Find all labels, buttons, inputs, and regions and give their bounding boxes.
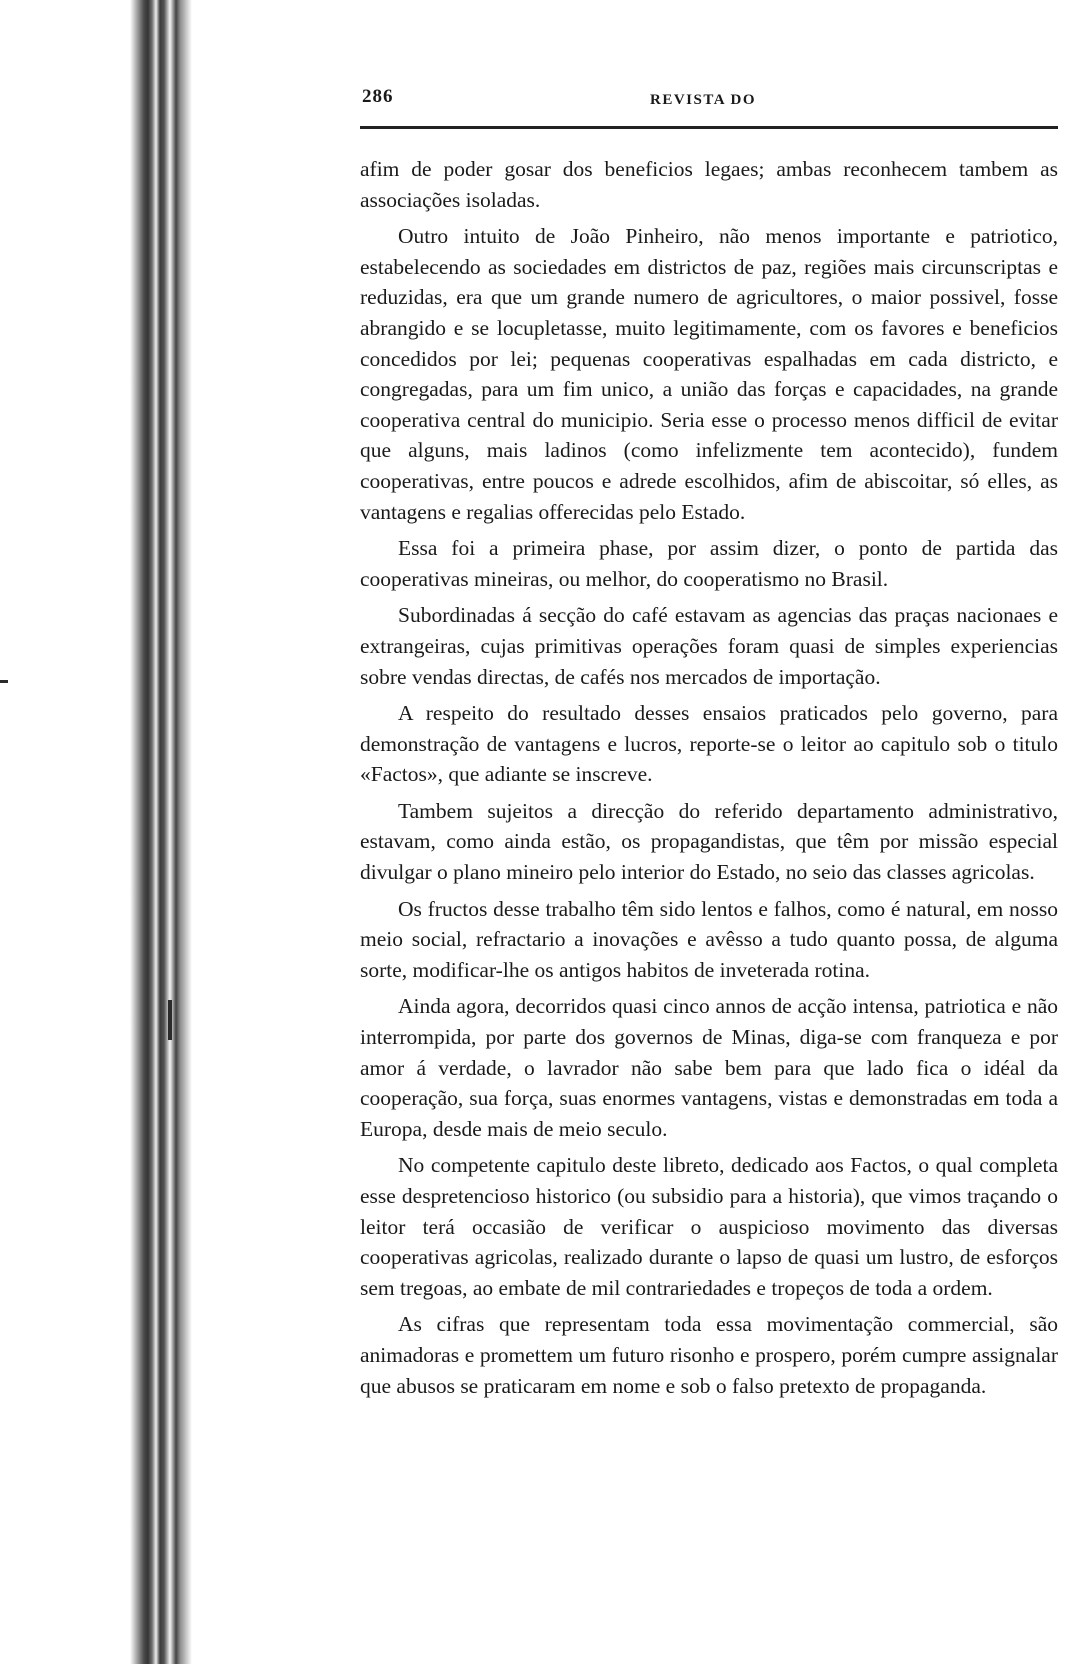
running-head: REVISTA DO (650, 92, 756, 108)
paragraph: Os fructos desse trabalho têm sido lentos e falhos, como é natural, em nosso meio social, refractario a inovações e avêsso a tudo quanto possa, de alguma sorte, modificar-lhe os antigos habitos de inveterada rotina. (360, 896, 1058, 982)
paragraph: A respeito do resultado desses ensaios praticados pelo governo, para demonstração de vantagens e lucros, reporte-se o leitor ao capitulo sob o titulo «Factos», que adiante se inscreve. (360, 701, 1058, 787)
paragraph: afim de poder gosar dos beneficios legaes; ambas reconhecem tambem as associações isoladas. (360, 157, 1058, 212)
paragraph: As cifras que representam toda essa movimentação commercial, são animadoras e promettem um futuro risonho e prospero, porém cumpre assignalar que abusos se praticaram em nome e sob o falso pretexto de propaganda. (360, 1312, 1058, 1398)
paragraph: Essa foi a primeira phase, por assim dizer, o ponto de partida das cooperativas mineiras, ou melhor, do cooperatismo no Brasil. (360, 536, 1058, 591)
book-gutter (130, 0, 192, 1664)
page-header (360, 80, 1058, 120)
paragraph: Subordinadas á secção do café estavam as agencias das praças nacionaes e extrangeiras, cujas primitivas operações foram quasi de simples experiencias sobre vendas directas, de cafés nos mercados de importação. (360, 603, 1058, 689)
header-rule (360, 126, 1058, 129)
scan-mark (0, 680, 8, 683)
paragraph: Tambem sujeitos a direcção do referido departamento administrativo, estavam, como ainda estão, os propagandistas, que têm por missão especial divulgar o plano mineiro pelo interior do Estado, no seio das classes agricolas. (360, 798, 1058, 885)
scan-mark (168, 1000, 172, 1040)
paragraph: Outro intuito de João Pinheiro, não menos importante e patriotico, estabelecendo as sociedades em districtos de paz, regiões mais circunscriptas e reduzidas, era que um grande numero de agricultores, o maior possivel, fosse abrangido e se locupletasse, muito legitimamente, com os favores e beneficios concedidos por lei; pequenas cooperativas espalhadas em cada districto, e congregadas, para um fim unico, a união das forças e capacidades, na grande cooperativa central do municipio. Seria esse o processo menos difficil de evitar que alguns, mais ladinos (como infelizmente tem acontecido), fundem cooperativas, entre poucos e adrede escolhidos, afim de abiscoitar, só elles, as vantagens e regalias offerecidas pelo Estado. (360, 224, 1058, 524)
paragraph: Ainda agora, decorridos quasi cinco annos de acção intensa, patriotica e não interrompida, por parte dos governos de Minas, diga-se com franqueza e por amor á verdade, o lavrador não sabe bem para que lado fica o idéal da cooperação, sua força, suas enormes vantagens, vistas e demonstradas em toda a Europa, desde mais de meio seculo. (360, 994, 1058, 1141)
page-number: 286 (362, 86, 394, 107)
book-page (360, 0, 1058, 1664)
body-text (360, 154, 1058, 1407)
paragraph: No competente capitulo deste libreto, dedicado aos Factos, o qual completa esse despretencioso historico (ou subsidio para a historia), que vimos traçando o leitor terá occasião de verificar o auspicioso movimento das diversas cooperativas agricolas, realizado durante o lapso de quasi um lustro, de esforços sem tregoas, ao embate de mil contrariedades e tropeços de toda a ordem. (360, 1153, 1058, 1300)
